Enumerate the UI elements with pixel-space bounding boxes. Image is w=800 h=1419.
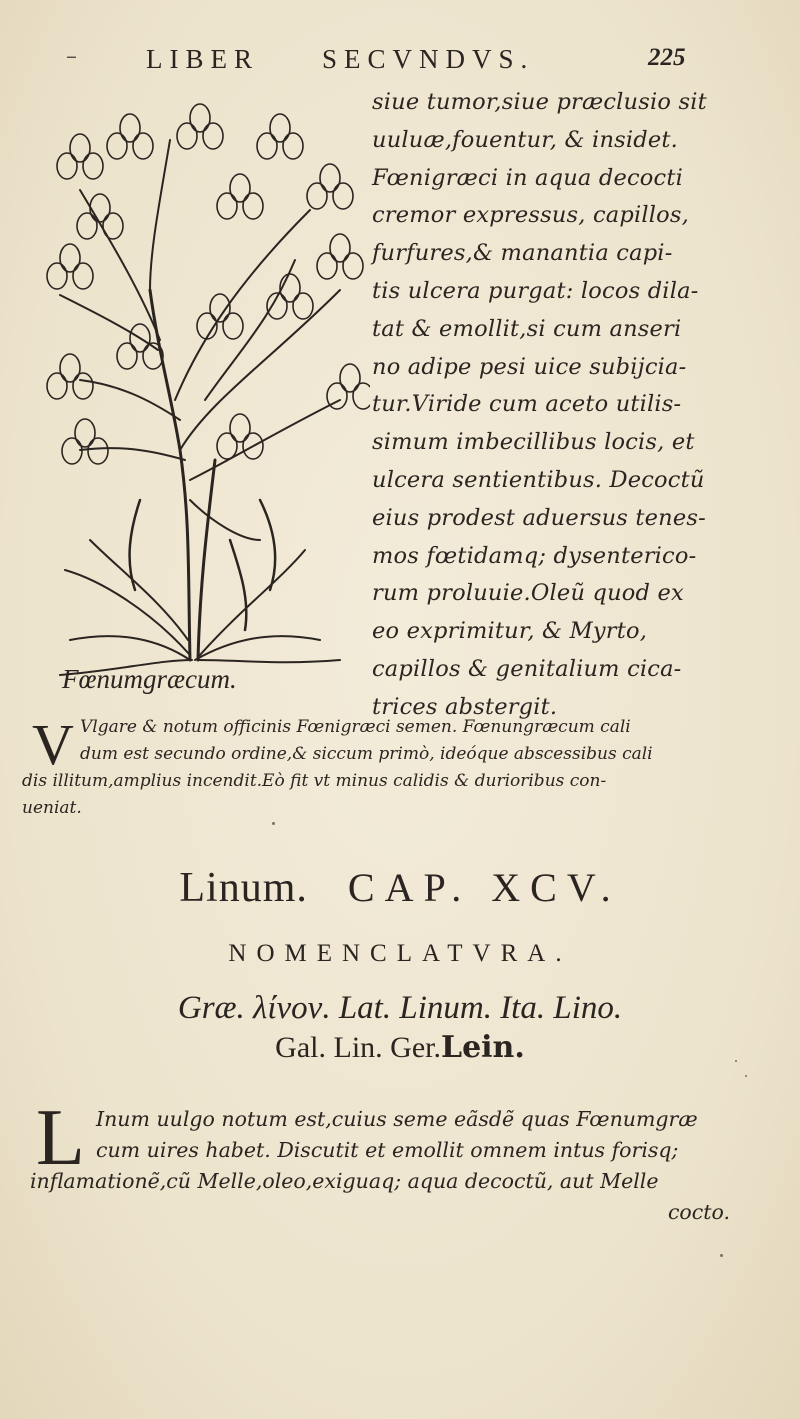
drop-cap-l: L [36, 1094, 85, 1182]
side-text-line: uuluæ,fouentur, & insidet. [372, 126, 678, 153]
woodcut-caption: Fœnumgræcum. [62, 664, 237, 694]
side-text-line: tat & emollit,si cum anseri [372, 315, 682, 342]
side-text-line: Fœnigræci in aqua decocti [372, 164, 683, 191]
german-name: Lein. [440, 1030, 525, 1065]
paragraph-line: Vlgare & notum officinis Fœnigræci semen. Fœnungræcum cali [80, 717, 631, 737]
paragraph-line: cum uires habet. Discutit et emollit omnem intus forisq; [96, 1138, 679, 1162]
side-text-line: eius prodest aduersus tenes- [372, 504, 706, 531]
side-text-line: simum imbecillibus locis, et [372, 429, 695, 456]
nomenclatura-heading: NOMENCLATVRA. [228, 940, 572, 967]
side-text-line: tur.Viride cum aceto utilis- [372, 391, 682, 418]
paragraph-line: dis illitum,amplius incendit.Eò fit vt minus calidis & durioribus con- [22, 771, 607, 791]
running-head-dash: – [66, 44, 77, 69]
paragraph-fenugreek [22, 714, 762, 822]
page-number: 225 [648, 44, 686, 71]
chapter-title: Linum. [179, 865, 308, 911]
paragraph-line: cocto. [667, 1200, 730, 1224]
chapter-number: CAP. XCV. [347, 865, 621, 910]
fenugreek-woodcut-illustration [40, 100, 370, 680]
paragraph-line: inflamationẽ,cũ Melle,oleo,exiguaq; aqua decoctũ, aut Melle [30, 1169, 659, 1193]
side-text-line: eo exprimitur, & Myrto, [372, 618, 648, 645]
ink-speck [720, 1254, 723, 1257]
paragraph-linum [30, 1094, 770, 1228]
side-text-line: cremor expressus, capillos, [372, 202, 690, 229]
ink-speck [745, 1075, 747, 1077]
side-text-line: trices abstergit. [372, 693, 558, 720]
side-text-line: siue tumor,siue præclusio sit [372, 89, 707, 115]
running-head-right: SECVNDVS. [322, 44, 535, 74]
side-text-line: capillos & genitalium cica- [372, 655, 682, 682]
side-text-line: mos fœtidamq; dysenterico- [372, 542, 697, 569]
chapter-heading [0, 864, 800, 912]
running-head [0, 44, 800, 84]
side-text-line: rum proluuie.Oleũ quod ex [372, 580, 684, 607]
names-french-german [0, 1030, 800, 1065]
paragraph-line: dum est secundo ordine,& siccum primò, ideóque abscessibus cali [80, 744, 653, 764]
paragraph-line: Inum uulgo notum est,cuius seme eãsdẽ quas Fœnumgræ [96, 1107, 698, 1131]
drop-cap-v: V [32, 712, 74, 777]
ink-speck [272, 822, 275, 825]
side-text-line: no adipe pesi uice subijcia- [372, 353, 687, 380]
running-head-left: LIBER [146, 44, 259, 74]
paragraph-line: ueniat. [22, 798, 82, 818]
side-text-line: furfures,& manantia capi- [372, 240, 673, 267]
side-text-line: ulcera sentientibus. Decoctũ [372, 466, 705, 493]
ink-speck [735, 1060, 737, 1062]
names-greek-latin-italian: Græ. λίνον. Lat. Linum. Ita. Lino. [177, 990, 623, 1026]
names-french-prefix: Gal. Lin. Ger. [275, 1031, 441, 1064]
side-text-column [372, 84, 732, 727]
side-text-line: tis ulcera purgat: locos dila- [372, 277, 699, 304]
